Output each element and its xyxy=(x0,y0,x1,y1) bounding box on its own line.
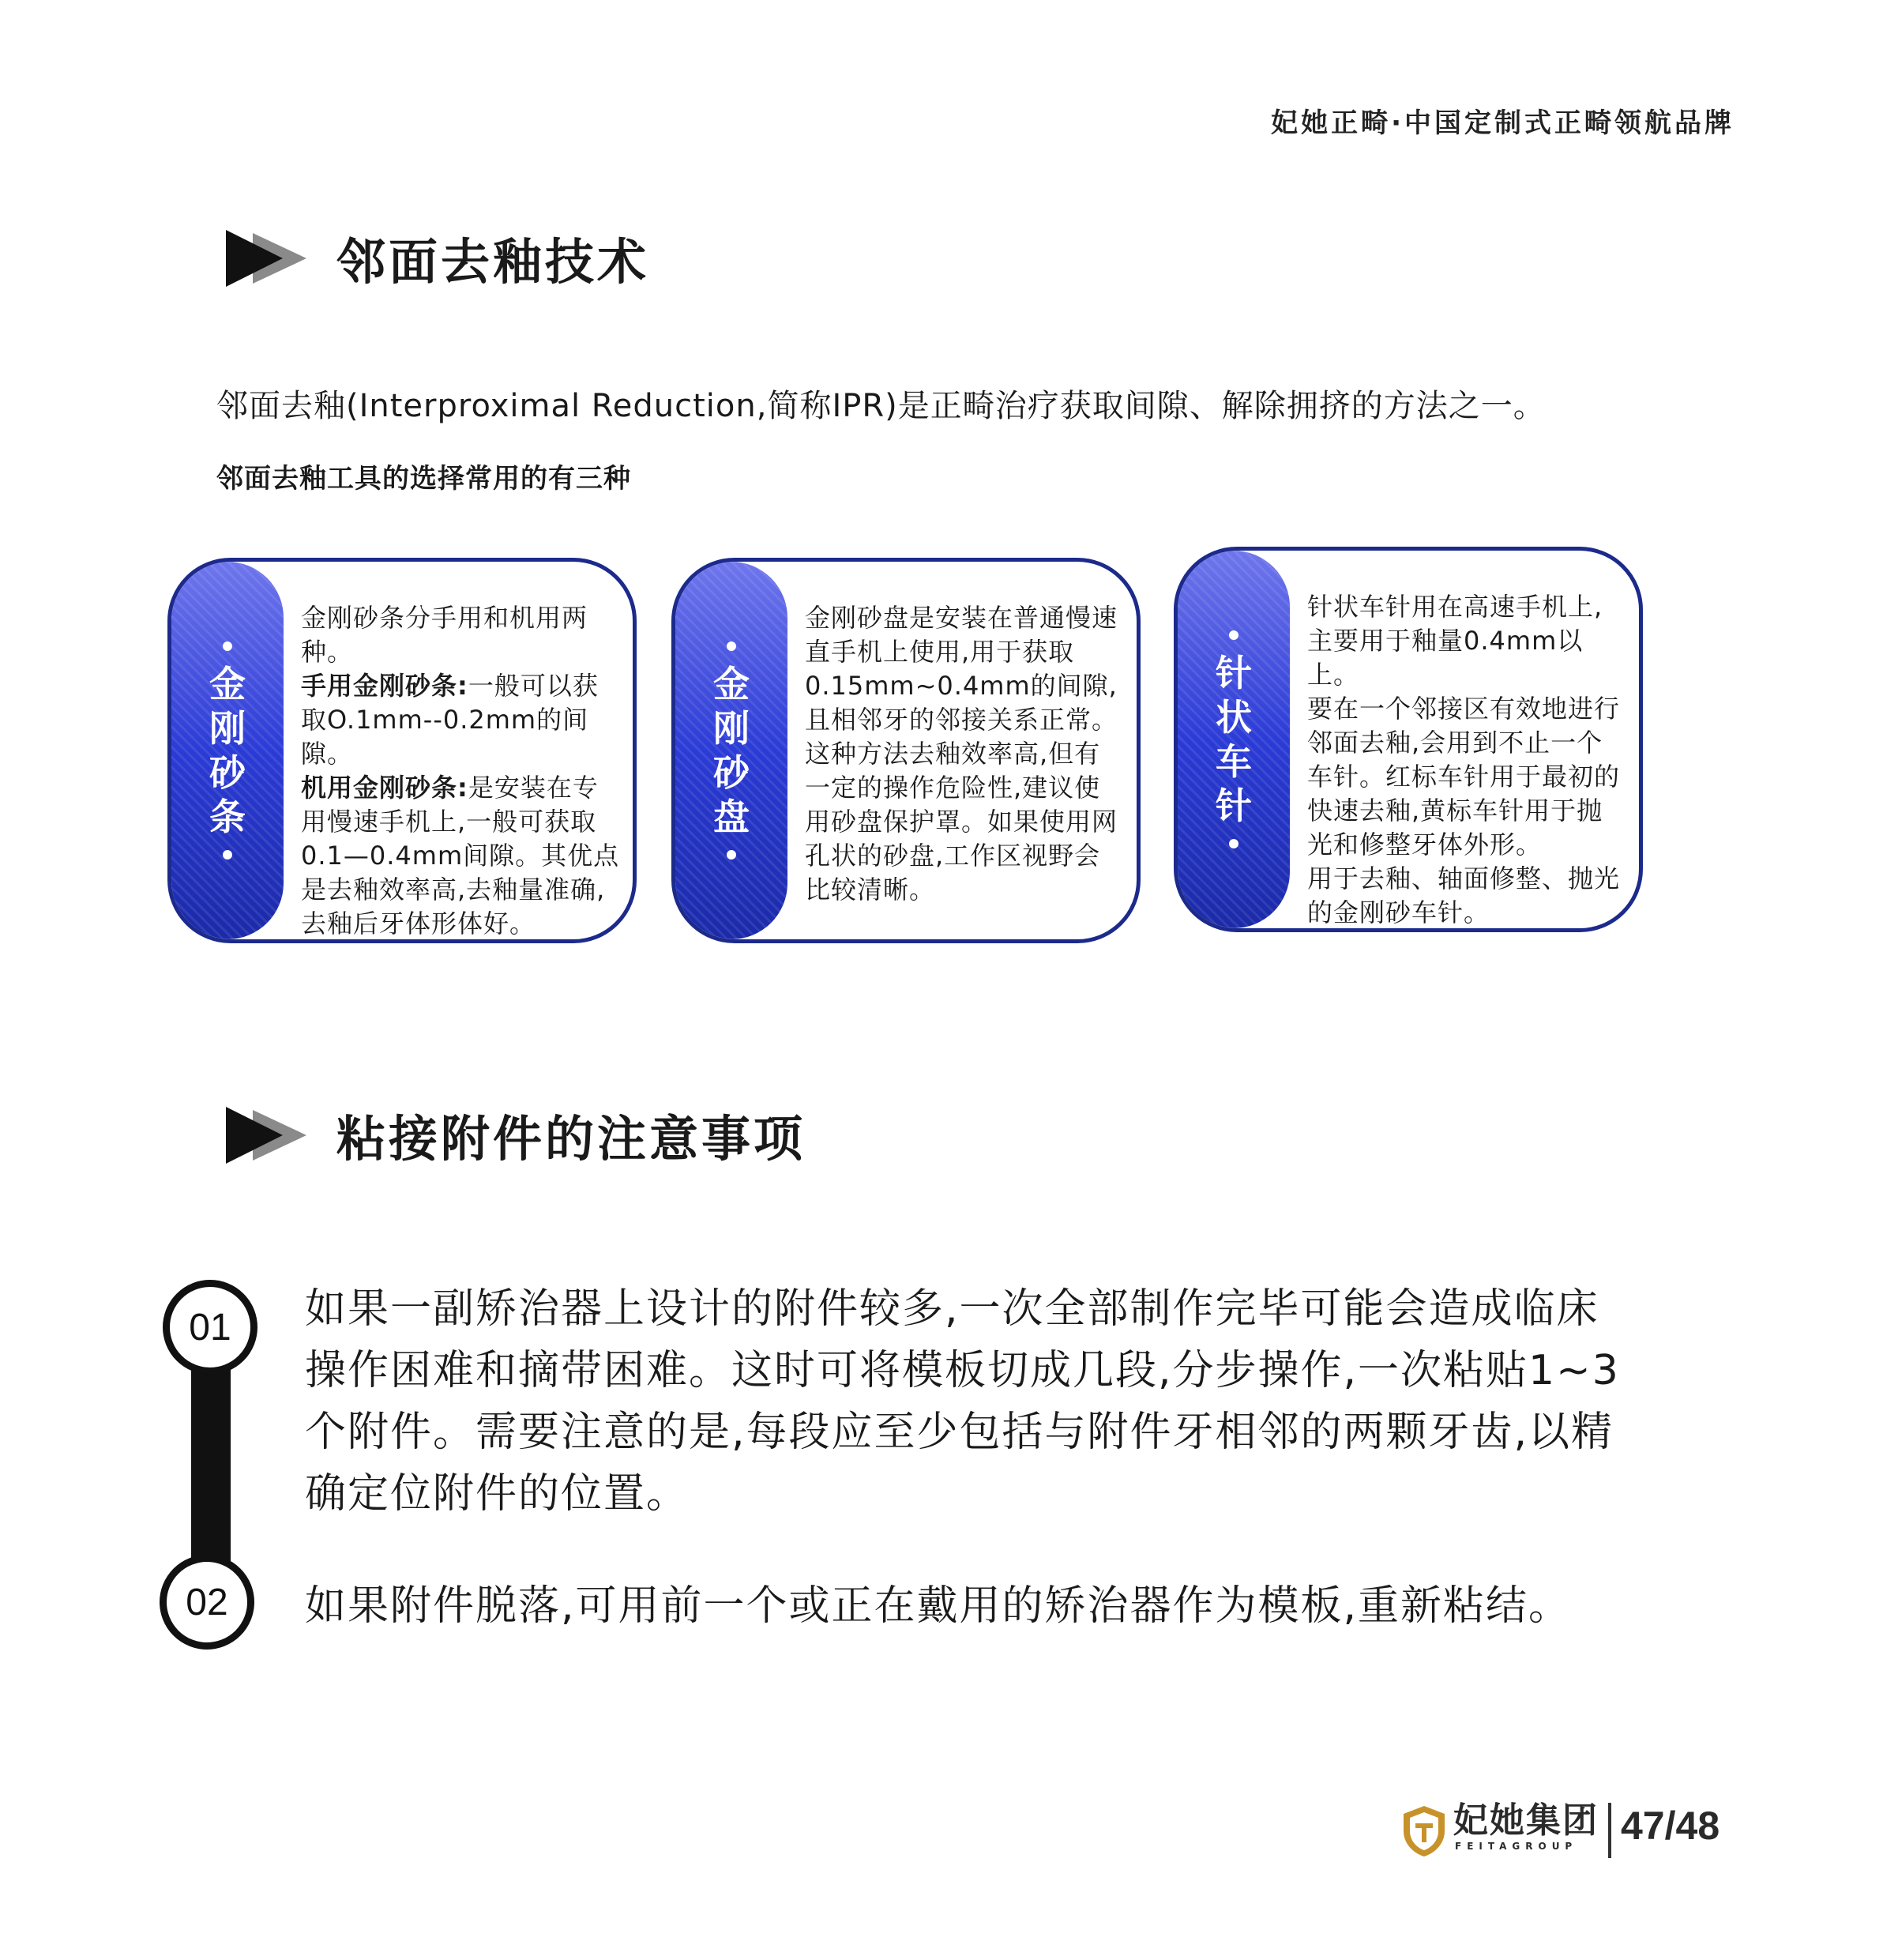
card-tab xyxy=(1178,551,1290,928)
card-paragraph-label: 机用金刚砂条: xyxy=(301,773,468,803)
tab-char: 状 xyxy=(1216,696,1252,739)
tab-char: 金 xyxy=(209,663,246,705)
tab-char: 金 xyxy=(713,663,750,705)
tab-char: 车 xyxy=(1216,740,1252,783)
card-paragraph xyxy=(1307,590,1628,692)
card-paragraph-text: 针状车针用在高速手机上,主要用于釉量0.4mm以上。 xyxy=(1307,592,1603,690)
dot-icon xyxy=(223,850,232,860)
card-paragraph xyxy=(301,669,622,771)
dot-icon xyxy=(1229,839,1238,848)
dot-icon xyxy=(727,850,736,860)
step-connector xyxy=(191,1367,231,1564)
footer-brand-en: FEITAGROUP xyxy=(1455,1841,1578,1852)
card-description xyxy=(1307,590,1628,930)
dot-icon xyxy=(727,641,736,651)
header-tagline: 妃她正畸·中国定制式正畸领航品牌 xyxy=(1271,107,1735,139)
tab-char: 刚 xyxy=(209,707,246,750)
section-title: 粘接附件的注意事项 xyxy=(336,1110,806,1168)
tab-char: 砂 xyxy=(713,751,750,794)
step-number-badge: 01 xyxy=(163,1280,257,1375)
card-paragraph-text: 用于去釉、轴面修整、抛光的金刚砂车针。 xyxy=(1307,863,1621,927)
section-heading-attachments xyxy=(221,1100,806,1170)
tool-card-diamond-disc xyxy=(671,558,1141,943)
dot-icon xyxy=(223,641,232,651)
tab-char: 刚 xyxy=(713,707,750,750)
footer-divider xyxy=(1608,1803,1611,1858)
card-description xyxy=(805,601,1126,907)
tab-char: 盘 xyxy=(713,796,750,838)
shield-logo-icon xyxy=(1401,1804,1447,1858)
double-arrow-icon xyxy=(221,1104,308,1167)
footer-brand: 妃她集团 xyxy=(1453,1800,1599,1841)
card-paragraph-text: 一般可以获取O.1mm--0.2mm的间隙。 xyxy=(301,671,599,769)
tab-char: 砂 xyxy=(209,751,246,794)
dot-icon xyxy=(1229,630,1238,640)
tab-char: 针 xyxy=(1216,652,1252,694)
double-arrow-icon xyxy=(221,227,308,290)
card-paragraph-text: 是安装在专用慢速手机上,一般可获取0.1—0.4mm间隙。其优点是去釉效率高,去釉量准确,去釉后牙体形体好。 xyxy=(301,773,620,939)
card-paragraph-text: 要在一个邻接区有效地进行邻面去釉,会用到不止一个车针。红标车针用于最初的快速去釉,黄标车针用于抛光和修整牙体外形。 xyxy=(1307,694,1621,860)
card-paragraph xyxy=(301,601,622,669)
intro-text: 邻面去釉(Interproximal Reduction,简称IPR)是正畸治疗获取间隙、解除拥挤的方法之一。 xyxy=(216,388,1546,424)
card-paragraph-label: 手用金刚砂条: xyxy=(301,671,468,701)
card-paragraph-text: 金刚砂条分手用和机用两种。 xyxy=(301,603,588,667)
tab-char: 条 xyxy=(209,796,246,838)
section-heading-ipr xyxy=(221,223,649,293)
page-number: 47/48 xyxy=(1621,1804,1720,1848)
step-text: 如果附件脱落,可用前一个或正在戴用的矫治器作为模板,重新粘结。 xyxy=(305,1582,1572,1630)
step-text: 如果一副矫治器上设计的附件较多,一次全部制作完毕可能会造成临床操作困难和摘带困难。这时可将模板切成几段,分步操作,一次粘贴1~3个附件。需要注意的是,每段应至少包括与附件牙相邻的两颗牙齿,以精确定位附件的位置。 xyxy=(305,1285,1620,1518)
card-paragraph xyxy=(301,771,622,941)
section-title: 邻面去釉技术 xyxy=(336,233,650,291)
card-tab xyxy=(675,562,787,939)
card-paragraph xyxy=(805,601,1126,907)
card-tab xyxy=(171,562,284,939)
tool-card-needle-bur xyxy=(1174,547,1643,932)
tab-char: 针 xyxy=(1216,784,1252,827)
card-description xyxy=(301,601,622,941)
card-paragraph-text: 金刚砂盘是安装在普通慢速直手机上使用,用于获取0.15mm~0.4mm的间隙,且相邻牙的邻接关系正常。这种方法去釉效率高,但有一定的操作危险性,建议使用砂盘保护罩。如果使用网孔状的砂盘,工作区视野会比较清晰。 xyxy=(805,603,1118,905)
section-subtitle: 邻面去釉工具的选择常用的有三种 xyxy=(216,463,631,495)
card-paragraph xyxy=(1307,862,1628,930)
step-number-badge: 02 xyxy=(160,1555,254,1650)
card-paragraph xyxy=(1307,692,1628,862)
tool-card-diamond-strip xyxy=(167,558,637,943)
